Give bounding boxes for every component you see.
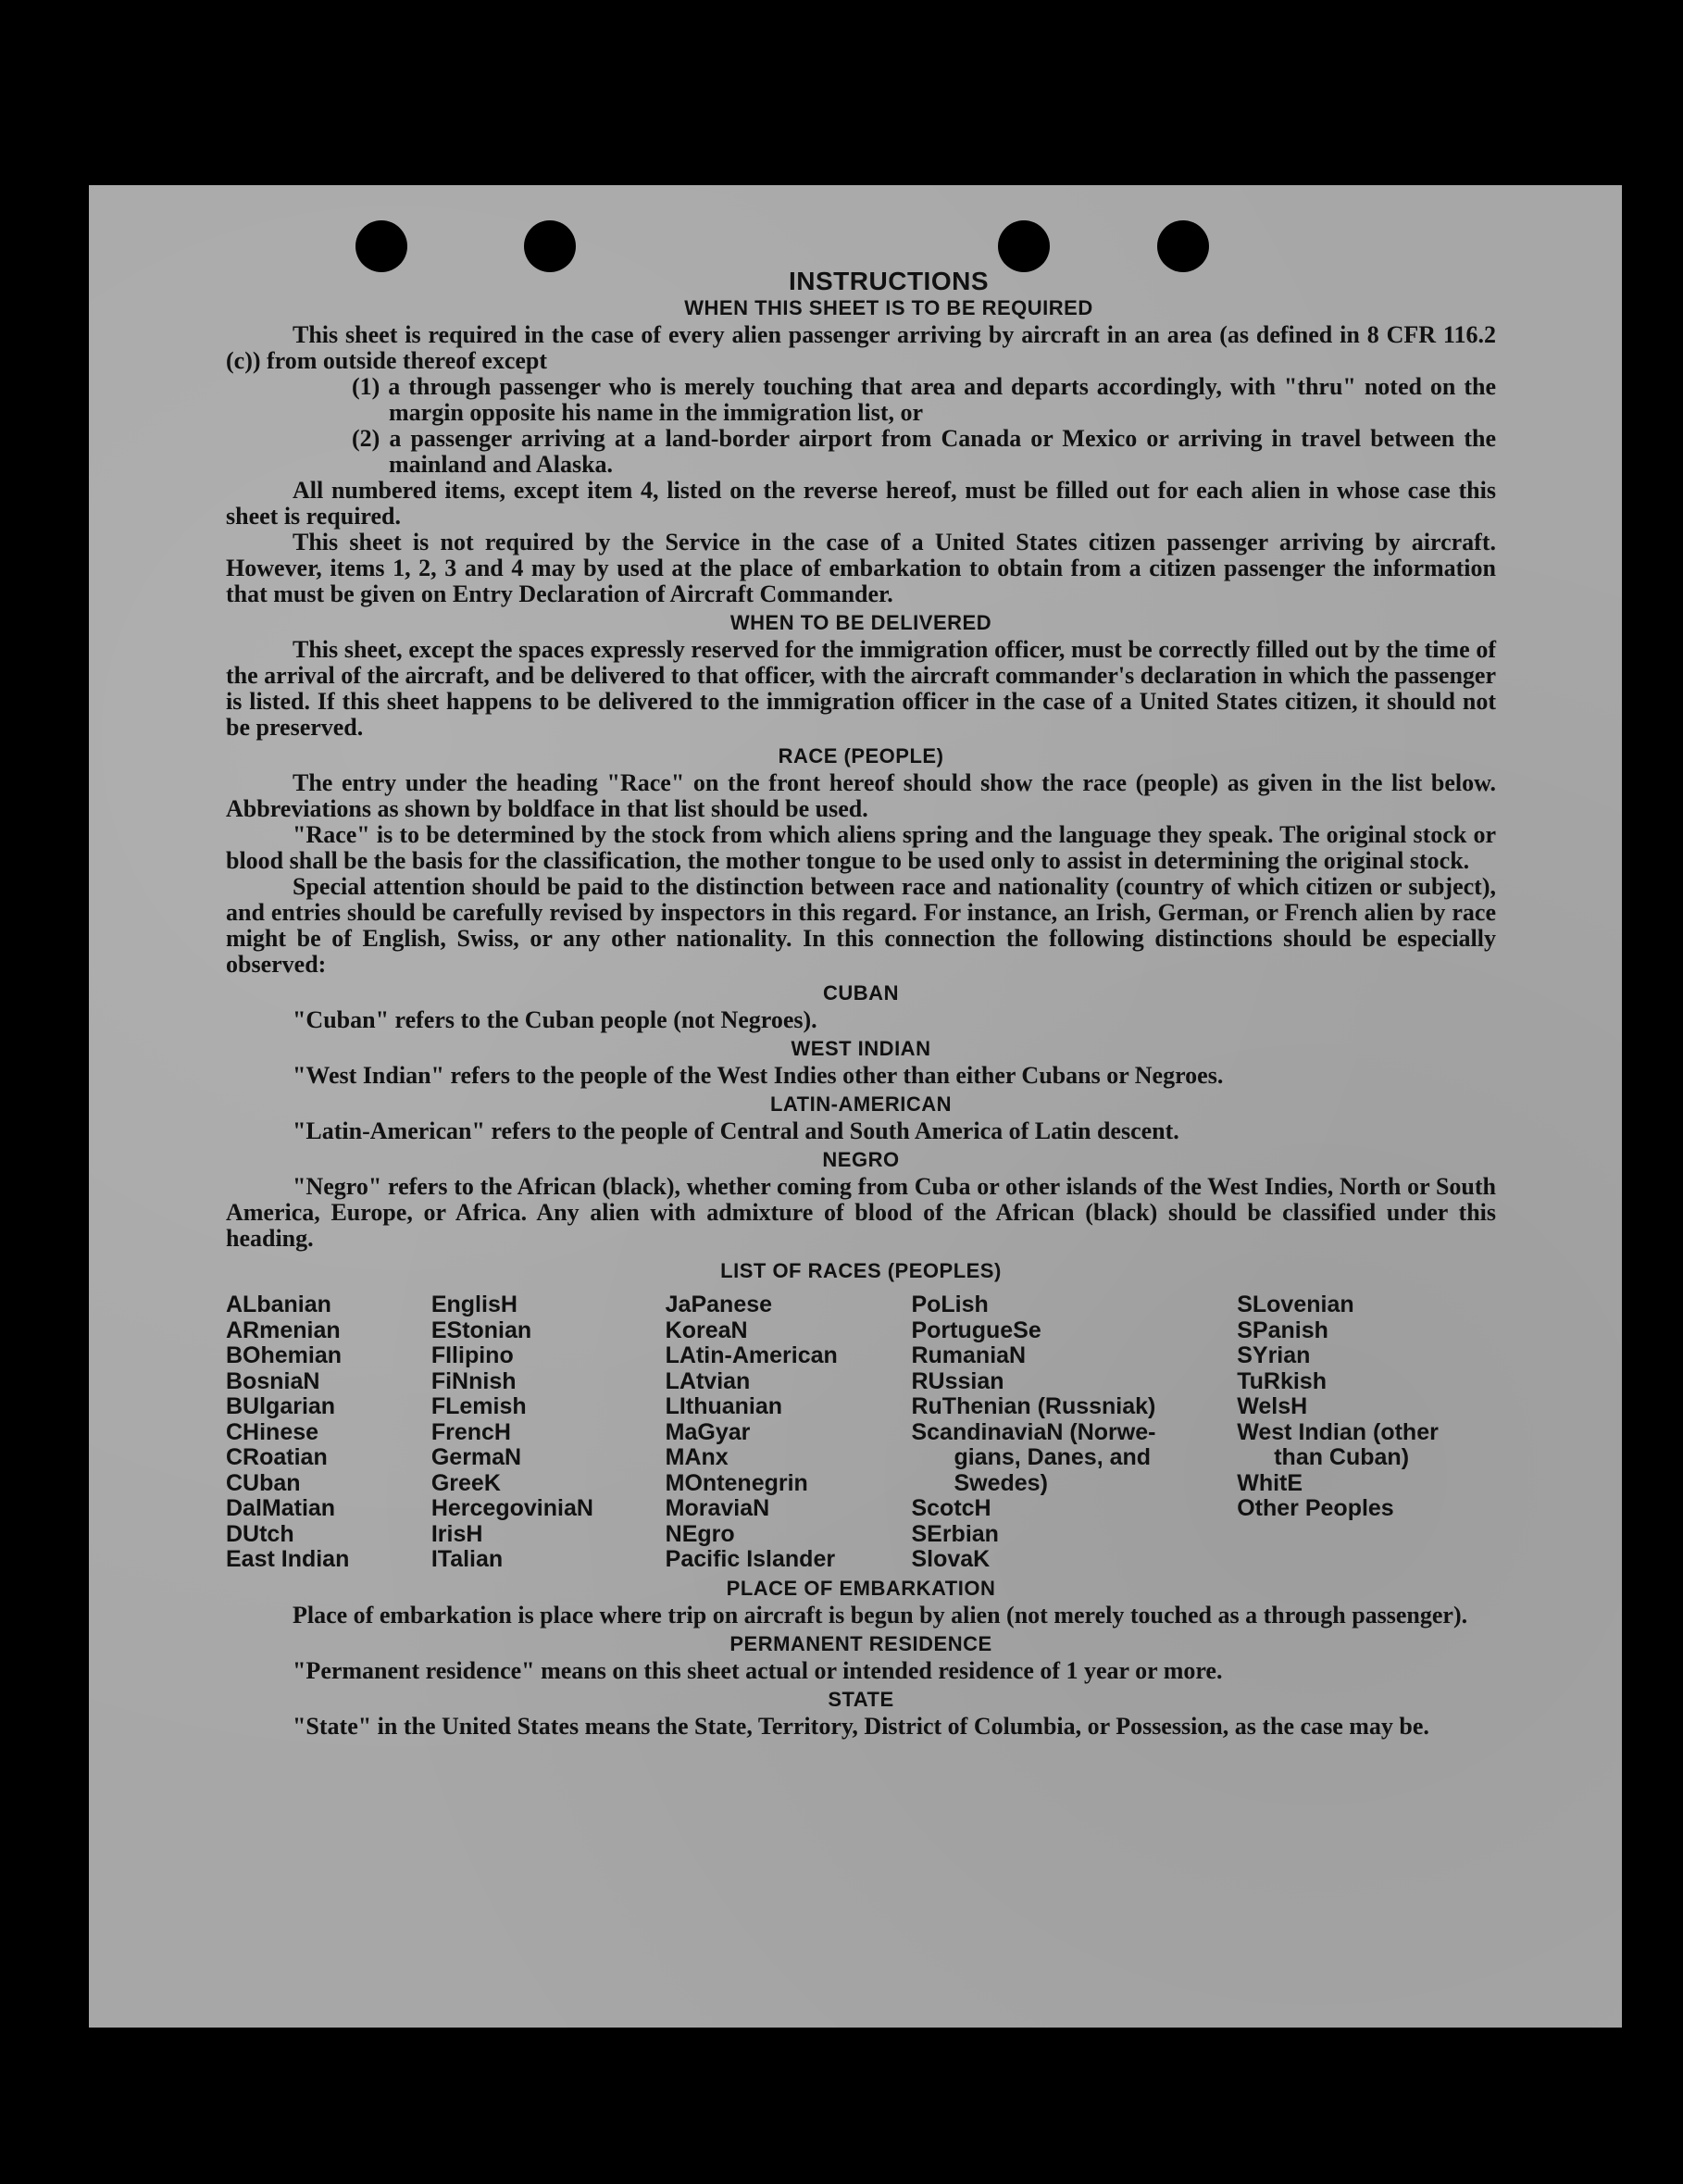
race-entry: LIthuanian: [665, 1393, 783, 1419]
race-entry: TuRkish: [1237, 1367, 1327, 1394]
section-heading: WHEN THIS SHEET IS TO BE REQUIRED: [684, 296, 1093, 319]
race-entry: CUban: [226, 1469, 301, 1496]
race-entry: PortugueSe: [911, 1317, 1041, 1343]
race-entry: LAtvian: [665, 1367, 751, 1394]
race-entry: RUssian: [911, 1367, 1004, 1394]
paragraph: This sheet is not required by the Service in the case of a United States citizen passenger arriving by aircraft. However, items 1, 2, 3 and 4 may by used at the place of embarkation to obtain from a citizen passenger the information that must be given on Entry Declaration of Aircraft Commander.: [226, 529, 1496, 607]
paragraph: This sheet is required in the case of every alien passenger arriving by aircraft in an area (as defined in 8 CFR 116.2 (c)) from outside thereof except: [226, 321, 1496, 374]
instructions-body: [226, 267, 1496, 1740]
race-entry: Pacific Islander: [665, 1546, 836, 1572]
race-entry: ITalian: [430, 1546, 504, 1572]
race-entry: GermaN: [430, 1444, 522, 1470]
races-column: [226, 1292, 431, 1573]
race-entry: WelsH: [1237, 1393, 1308, 1419]
races-column: [666, 1292, 912, 1573]
race-entry: SLovenian: [1237, 1292, 1354, 1317]
race-entry: BOhemian: [226, 1342, 343, 1368]
list-item: (1) a through passenger who is merely touching that area and departs accordingly, with "thru" noted on the margin opposite his name in the immigration list, or: [352, 373, 1496, 426]
race-entry: EStonian: [430, 1317, 532, 1343]
race-entry: BUlgarian: [226, 1393, 336, 1419]
race-entry: EnglisH: [430, 1292, 517, 1317]
race-entry: FiNnish: [430, 1367, 517, 1394]
list-item: (2) a passenger arriving at a land-border airport from Canada or Mexico or arriving in travel between the mainland and Alaska.: [352, 425, 1496, 478]
race-entry: SPanish: [1237, 1317, 1328, 1343]
race-entry: RumaniaN: [911, 1342, 1027, 1368]
definition: "Permanent residence" means on this sheet actual or intended residence of 1 year or more.: [293, 1656, 1223, 1684]
race-entry: IrisH: [430, 1520, 483, 1547]
section-heading: WEST INDIAN: [791, 1037, 931, 1060]
race-entry: CHinese: [226, 1418, 319, 1445]
race-entry: ALbanian: [226, 1292, 331, 1317]
race-entry: WhitE: [1237, 1469, 1303, 1496]
race-entry: ScandinaviaN (Norwe-: [911, 1418, 1156, 1445]
paragraph: Place of embarkation is place where trip on aircraft is begun by alien (not merely touched as a through passenger).: [293, 1601, 1468, 1629]
race-entry: HercegoviniaN: [430, 1495, 593, 1521]
race-entry: Other Peoples: [1237, 1495, 1394, 1521]
definition: "Negro" refers to the African (black), whether coming from Cuba or other islands of the West Indies, North or South America, Europe, or Africa. Any alien with admixture of blood of the African (black) should be classified under this heading.: [226, 1173, 1496, 1252]
race-entry: GreeK: [430, 1469, 501, 1496]
punch-hole: [524, 220, 576, 272]
section-heading: WHEN TO BE DELIVERED: [729, 611, 992, 634]
race-entry: SYrian: [1237, 1342, 1311, 1368]
definition: "Latin-American" refers to the people of Central and South America of Latin descent.: [293, 1117, 1179, 1144]
races-column: [431, 1292, 666, 1573]
race-entry: RuThenian (Russniak): [911, 1393, 1156, 1419]
section-heading: LATIN-AMERICAN: [769, 1092, 952, 1116]
race-entry: MoraviaN: [665, 1495, 770, 1521]
definition: "West Indian" refers to the people of the West Indies other than either Cubans or Negroes.: [293, 1062, 1224, 1089]
punch-hole: [1157, 220, 1209, 272]
races-list: [226, 1292, 1496, 1573]
race-entry-continuation: than Cuban): [1274, 1444, 1410, 1470]
section-heading: LIST OF RACES (PEOPLES): [720, 1259, 1002, 1282]
section-heading: PERMANENT RESIDENCE: [729, 1631, 992, 1655]
race-entry-continuation: gians, Danes, and: [954, 1444, 1152, 1470]
races-column: [911, 1292, 1237, 1573]
punch-hole: [998, 220, 1050, 272]
section-heading: PLACE OF EMBARKATION: [726, 1576, 996, 1600]
paragraph: This sheet, except the spaces expressly reserved for the immigration officer, must be correctly filled out by the time of the arrival of the aircraft, and be delivered to that officer, with the aircraft commander's declaration in which the passenger is listed. If this sheet happens to be delivered to the immigration officer in the case of a United States citizen, it should not be preserved.: [226, 636, 1496, 741]
race-entry: ScotcH: [911, 1495, 991, 1521]
paragraph: Special attention should be paid to the distinction between race and nationality (country of which citizen or subject), and entries should be carefully revised by inspectors in this regard. For instance, an Irish, German, or French alien by race might be of English, Swiss, or any other nationality. In this connection the following distinctions should be especially observed:: [226, 873, 1496, 978]
race-entry: BosniaN: [226, 1367, 320, 1394]
paragraph: All numbered items, except item 4, listed on the reverse hereof, must be filled out for each alien in whose case this sheet is required.: [226, 477, 1496, 530]
definition: "Cuban" refers to the Cuban people (not Negroes).: [293, 1006, 817, 1033]
page-title: INSTRUCTIONS: [789, 267, 989, 295]
race-entry: SlovaK: [911, 1546, 991, 1572]
race-entry: MOntenegrin: [665, 1469, 808, 1496]
race-entry: West Indian (other: [1237, 1418, 1439, 1445]
races-column: [1237, 1292, 1496, 1573]
race-entry: DalMatian: [226, 1495, 336, 1521]
race-entry: East Indian: [226, 1546, 350, 1572]
race-entry: KoreaN: [665, 1317, 748, 1343]
race-entry: NEgro: [665, 1520, 735, 1547]
race-entry-continuation: Swedes): [954, 1469, 1048, 1496]
race-entry: SErbian: [911, 1520, 999, 1547]
punch-hole: [355, 220, 407, 272]
section-heading: RACE (PEOPLE): [778, 744, 944, 768]
race-entry: FrencH: [430, 1418, 511, 1445]
race-entry: MaGyar: [665, 1418, 751, 1445]
race-entry: FLemish: [430, 1393, 527, 1419]
race-entry: DUtch: [226, 1520, 294, 1547]
race-entry: CRoatian: [226, 1444, 328, 1470]
definition: "State" in the United States means the State, Territory, District of Columbia, or Possession, as the case may be.: [293, 1712, 1429, 1740]
paragraph: "Race" is to be determined by the stock from which aliens spring and the language they speak. The original stock or blood shall be the basis for the classification, the mother tongue to be used only to assist in determining the original stock.: [226, 821, 1496, 874]
section-heading: CUBAN: [823, 981, 899, 1005]
section-heading: STATE: [828, 1687, 894, 1711]
section-heading: NEGRO: [822, 1148, 900, 1171]
race-entry: PoLish: [911, 1292, 989, 1317]
race-entry: JaPanese: [665, 1292, 773, 1317]
race-entry: LAtin-American: [665, 1342, 838, 1368]
paragraph: The entry under the heading "Race" on the front hereof should show the race (people) as given in the list below. Abbreviations as shown by boldface in that list should be used.: [226, 769, 1496, 822]
race-entry: MAnx: [665, 1444, 729, 1470]
race-entry: ARmenian: [226, 1317, 341, 1343]
race-entry: FIlipino: [430, 1342, 514, 1368]
document-sheet: [89, 185, 1622, 2028]
